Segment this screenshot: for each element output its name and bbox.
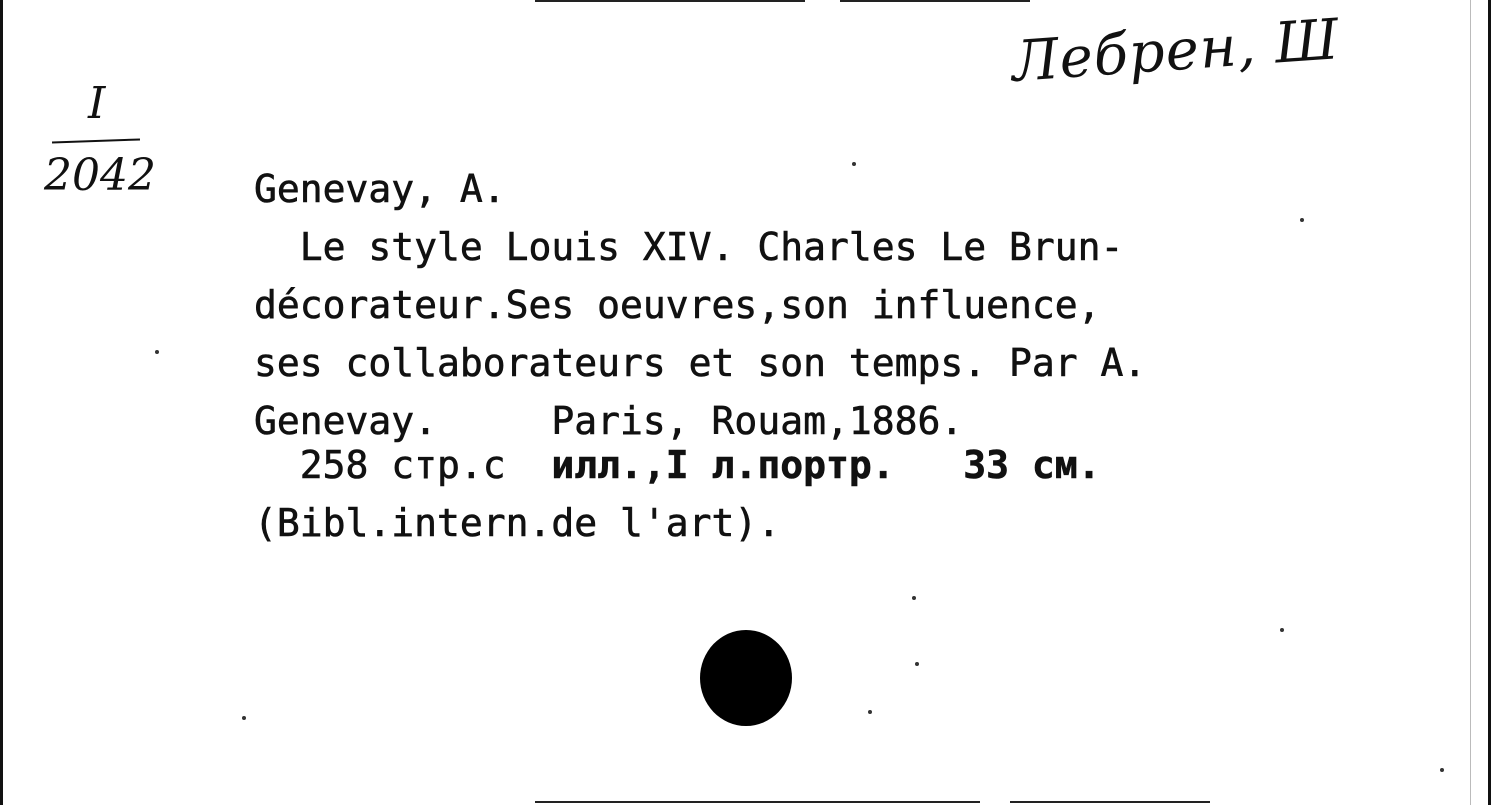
collation-pages: 258 стр.с [254, 443, 552, 487]
handwritten-heading: Лебрен, Ш [1009, 7, 1342, 95]
collation-line [254, 436, 1101, 494]
imprint-line: Genevay. Paris, Rouam,1886. [254, 399, 964, 443]
paper-speck [852, 162, 856, 166]
shelfmark-bottom: 2042 [44, 150, 156, 201]
title-line-1: Le style Louis XIV. Charles Le Brun- [254, 225, 1124, 269]
paper-speck [1280, 628, 1284, 632]
title-line-2: décorateur.Ses oeuvres,son influence, [254, 283, 1101, 327]
punch-hole [700, 630, 792, 726]
paper-speck [915, 662, 919, 666]
paper-speck [1440, 768, 1444, 772]
paper-speck [1300, 218, 1304, 222]
card-edge-bottom [535, 801, 980, 803]
card-edge-top [840, 0, 1030, 2]
paper-speck [155, 350, 159, 354]
paper-speck [868, 710, 872, 714]
shelfmark-top: I [88, 78, 106, 129]
series-line: (Bibl.intern.de l'art). [254, 501, 781, 545]
card-edge-bottom [1010, 801, 1210, 803]
card-edge-top [535, 0, 805, 2]
card-edge-right [1488, 0, 1491, 805]
paper-speck [242, 716, 246, 720]
collation-illustrations: илл.,I л.портр. 33 см. [551, 443, 1101, 487]
shelfmark-divider [52, 138, 140, 143]
card-edge-right-inner [1470, 0, 1471, 805]
author-line: Genevay, A. [254, 167, 506, 211]
paper-speck [912, 596, 916, 600]
card-edge-left [0, 0, 3, 805]
title-line-3: ses collaborateurs et son temps. Par A. [254, 341, 1147, 385]
